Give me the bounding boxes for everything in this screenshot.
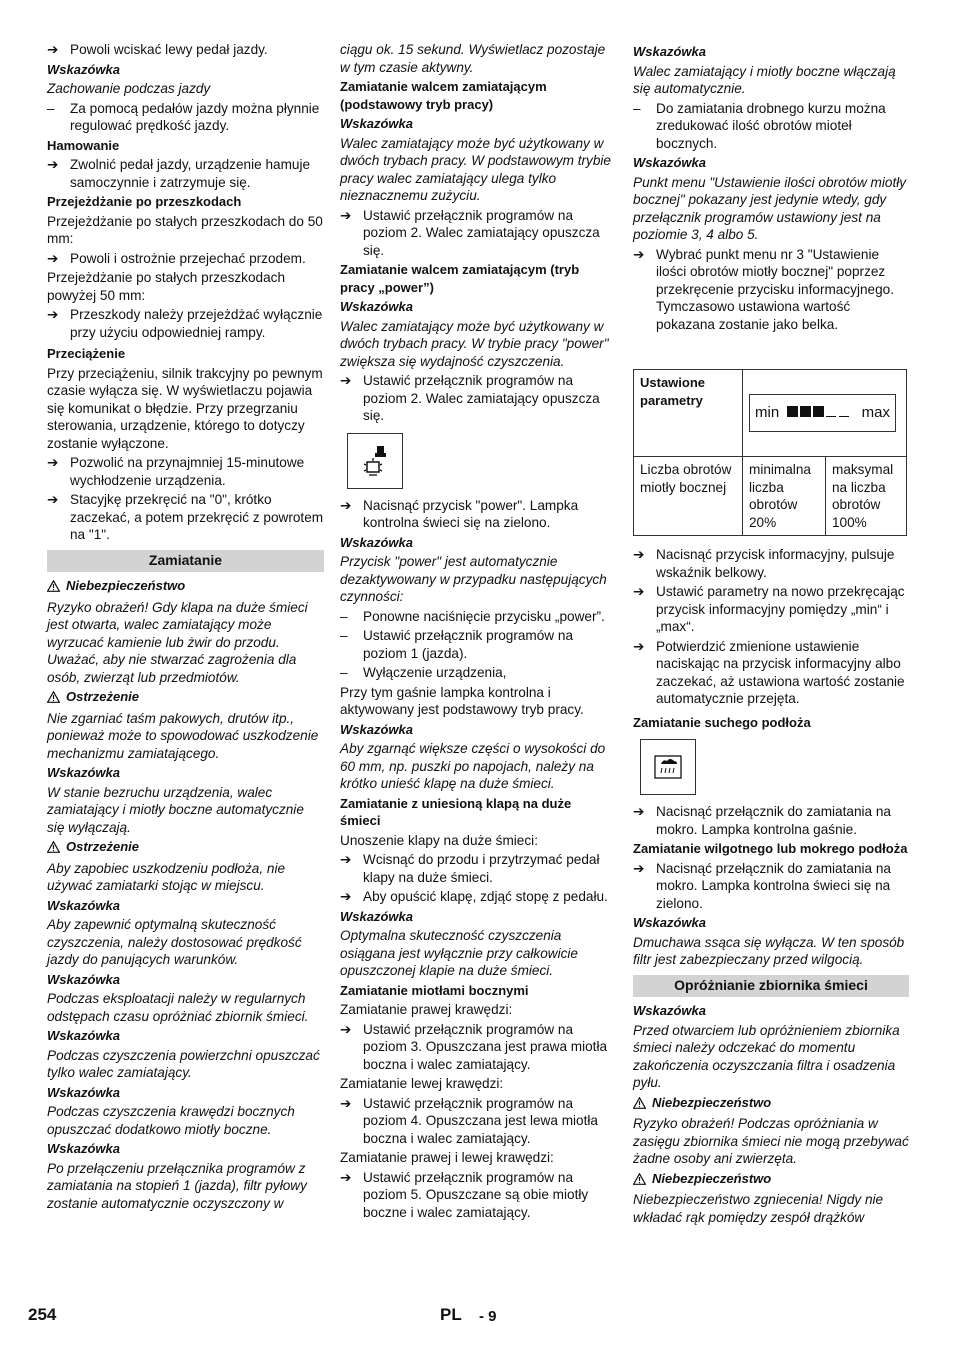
arrow-icon: ➔ (633, 860, 645, 876)
bar-segment-filled (800, 406, 811, 417)
arrow-icon: ➔ (47, 157, 59, 172)
instruction-item: ➔ Potwierdzić zmienione ustawienie naciskając na przycisk informacyjny albo zaczekać, aż ustawiona wartość zostanie automatycznie przejęta. (633, 638, 905, 706)
note-text: Podczas czyszczenia krawędzi bocznych opuszczać dodatkowo miotły boczne. (47, 1104, 295, 1137)
section-bar-oproznianie: Opróżnianie zbiornika śmieci (633, 975, 909, 998)
note-text: W stanie bezruchu urządzenia, walec zamiatający i miotły boczne automatycznie się wyłączają. (47, 784, 304, 835)
note-text: Punkt menu "Ustawienie ilości obrotów miotły bocznej" pokazany jest jedynie wtedy, gdy przełącznik programów ustawiony jest na poziomie 3, 4 albo 5. (633, 174, 907, 242)
arrow-icon: ➔ (340, 1095, 352, 1111)
warning-heading: Ostrzeżenie (47, 838, 324, 858)
instruction-item: ➔ Ustawić przełącznik programów na poziom 2. Walec zamiatający opuszcza się. (340, 207, 600, 258)
note-heading: Wskazówka (340, 116, 413, 131)
note-text: ciągu ok. 15 sekund. Wyświetlacz pozostaje w tym czasie aktywny. (340, 42, 606, 75)
warning-text: Aby zapobiec uszkodzeniu podłoża, nie używać zamiatarki stojąc w miejscu. (47, 860, 286, 893)
dash-item: – Za pomocą pedałów jazdy można płynnie regulować prędkość jazdy. (47, 100, 320, 133)
paragraph: Zamiatanie lewej krawędzi: (340, 1076, 504, 1091)
bar-indicator (749, 394, 896, 432)
paragraph: Przejeżdżanie po stałych przeszkodach powyżej 50 mm: (47, 270, 286, 303)
note-text: Walec zamiatający może być użytkowany w dwóch trybach pracy. W podstawowym trybie pracy walec zamiatający ulega tylko nieznacznemu zużyciu. (340, 135, 611, 203)
note-heading: Wskazówka (340, 721, 413, 737)
instruction-item: ➔ Wybrać punkt menu nr 3 "Ustawienie ilości obrotów miotły bocznej" poprzez przekręcenie przycisku informacyjnego. Tymczasowo ustawiona wartość pokazana zostanie jako belka. (633, 246, 894, 332)
instruction-item: ➔ Ustawić przełącznik programów na poziom 3. Opuszczana jest prawa miotła boczna i walec zamiatający. (340, 1021, 608, 1072)
bar-indicator-cell (743, 370, 907, 457)
dash-icon: – (47, 100, 55, 116)
instruction-item: ➔ Stacyjkę przekręcić na "0", krótko zaczekać, a potem przekręcić z powrotem na "1". (47, 492, 324, 542)
warning-triangle-icon (47, 690, 60, 708)
section-heading: Zamiatanie walcem zamiatającym (tryb pracy „power”) (340, 262, 580, 295)
warning-triangle-icon (633, 1172, 646, 1190)
arrow-icon: ➔ (340, 373, 352, 388)
note-heading: Wskazówka (47, 971, 120, 987)
danger-text: Ryzyko obrażeń! Gdy klapa na duże śmieci jest otwarta, walec zamiatający może wyrzucać kamienie lub żwir do przodu. Uważać, aby nie stwarzać zagrożenia dla osób, zwierząt lub przedmiotów. (47, 599, 308, 685)
instruction-item: ➔ Nacisnąć przełącznik do zamiatania na mokro. Lampka kontrolna świeci się na zielono. (633, 860, 891, 911)
note-text: Podczas eksploatacji należy w regularnych odstępach czasu opróżniać zbiornik śmieci. (47, 991, 309, 1024)
dash-icon: – (340, 665, 348, 680)
paragraph: Przy przeciążeniu, silnik trakcyjny po pewnym czasie wyłącza się. W wyświetlaczu pojawia się komunikat o błędzie. Przy przegrzaniu sterowania, urządzenie, którego to dotyczy zostanie wyłączone. (47, 365, 323, 451)
instruction-item: ➔ Powoli i ostrożnie przejechać przodem. (47, 250, 306, 266)
dash-item: – Ponowne naciśnięcie przycisku „power”. (340, 608, 605, 624)
instruction-item: ➔ Ustawić przełącznik programów na poziom 4. Opuszczana jest lewa miotła boczna i walec zamiatający. (340, 1095, 598, 1146)
table-header: Ustawione parametry (634, 370, 743, 457)
note-text: Po przełączeniu przełącznika programów z zamiatania na stopień 1 (jazda), filtr pyłowy zostanie automatycznie oczyszczony w (47, 1160, 307, 1211)
arrow-icon: ➔ (633, 547, 645, 562)
arrow-icon: ➔ (340, 1021, 352, 1037)
section-heading: Przejeżdżanie po przeszkodach (47, 194, 242, 209)
wet-sweep-icon (640, 739, 696, 795)
section-page-number: - 9 (479, 1308, 497, 1325)
note-heading: Wskazówka (633, 1003, 706, 1018)
instruction-item: ➔ Pozwolić na przynajmniej 15-minutowe wychłodzenie urządzenia. (47, 455, 305, 488)
warning-triangle-icon (633, 1096, 646, 1114)
note-text: Aby zgarnąć większe części o wysokości do 60 mm, np. puszki po napojach, należy na krótko unieść klapę na duże śmieci. (340, 741, 606, 791)
arrow-icon: ➔ (633, 638, 645, 654)
bar-segment-filled (813, 406, 824, 417)
dash-icon: – (633, 100, 641, 116)
bar-segment-empty (839, 407, 849, 417)
dash-item: – Ustawić przełącznik programów na poziom 1 (jazda). (340, 628, 574, 661)
warning-heading: Ostrzeżenie (47, 688, 324, 708)
power-button-icon (347, 433, 403, 489)
warning-text: Nie zgarniać taśm pakowych, drutów itp., ponieważ może to spowodować uszkodzenie mechanizmu zamiatającego. (47, 710, 319, 761)
note-heading: Wskazówka (340, 534, 413, 550)
arrow-icon: ➔ (633, 584, 645, 599)
arrow-icon: ➔ (47, 307, 59, 322)
arrow-icon: ➔ (340, 1169, 352, 1185)
note-text: Walec zamiatający i miotły boczne włączają się automatycznie. (633, 63, 896, 96)
note-heading: Wskazówka (633, 155, 706, 170)
instruction-item: ➔ Aby opuścić klapę, zdjąć stopę z pedału. (340, 889, 608, 904)
note-text: Przycisk "power" jest automatycznie dezaktywowany w przypadku następujących czynności: (340, 554, 607, 604)
note-text: Przed otwarciem lub opróżnieniem zbiornika śmieci należy odczekać do momentu zakończenia oczyszczania filtra i osadzenia pyłu. (633, 1022, 900, 1090)
note-text: Optymalna skuteczność czyszczenia osiągana jest wyłącznie przy całkowicie opuszczonej klapie na duże śmieci. (340, 928, 578, 978)
instruction-item: ➔ Nacisnąć przełącznik do zamiatania na mokro. Lampka kontrolna gaśnie. (633, 804, 891, 837)
note-heading: Wskazówka (633, 44, 706, 59)
warning-triangle-icon (47, 579, 60, 597)
warning-triangle-icon (47, 840, 60, 858)
section-bar-zamiatanie: Zamiatanie (47, 550, 324, 573)
danger-heading: Niebezpieczeństwo (633, 1094, 909, 1114)
section-heading: Zamiatanie miotłami bocznymi (340, 982, 529, 998)
section-heading: Zamiatanie suchego podłoża (633, 714, 811, 730)
section-heading: Przeciążenie (47, 346, 126, 361)
note-heading: Wskazówka (340, 299, 413, 314)
paragraph: Zamiatanie prawej i lewej krawędzi: (340, 1150, 554, 1165)
note-text: Walec zamiatający może być użytkowany w dwóch trybach pracy. W trybie pracy "power" zwiększa się wydajność czyszczenia. (340, 318, 609, 369)
section-heading: Zamiatanie walcem zamiatającym (podstawowy tryb pracy) (340, 79, 547, 112)
table-cell-min: minimalna liczba obrotów 20% (743, 457, 826, 536)
arrow-icon: ➔ (47, 250, 59, 266)
dash-icon: – (340, 628, 348, 643)
note-heading: Wskazówka (47, 61, 120, 77)
arrow-icon: ➔ (47, 42, 59, 57)
page-number: 254 (28, 1305, 57, 1324)
arrow-icon: ➔ (340, 207, 352, 223)
note-heading: Wskazówka (633, 915, 706, 930)
note-heading: Wskazówka (47, 897, 120, 913)
note-heading: Wskazówka (47, 1028, 120, 1043)
instruction-item: ➔ Ustawić przełącznik programów na poziom 2. Walec zamiatający opuszcza się. (340, 373, 600, 423)
column-2 (340, 41, 614, 1223)
arrow-icon: ➔ (633, 804, 645, 819)
section-heading: Zamiatanie wilgotnego lub mokrego podłoża (633, 841, 908, 856)
parameter-table (633, 369, 907, 536)
instruction-item: ➔ Ustawić parametry na nowo przekręcając przycisk informacyjny pomiędzy „min“ i „max“. (633, 584, 905, 634)
note-heading: Wskazówka (47, 1141, 120, 1156)
paragraph: Przy tym gaśnie lampka kontrolna i aktywowany jest podstawowy tryb pracy. (340, 684, 584, 717)
arrow-icon: ➔ (340, 889, 352, 904)
language-code: PL (440, 1305, 462, 1324)
arrow-icon: ➔ (47, 455, 59, 470)
min-label: min (755, 404, 780, 422)
note-heading: Wskazówka (47, 1084, 120, 1100)
section-heading: Hamowanie (47, 137, 120, 153)
instruction-item: ➔ Nacisnąć przycisk informacyjny, pulsuje wskaźnik belkowy. (633, 547, 895, 580)
dash-icon: – (340, 608, 348, 624)
level-bar (787, 404, 852, 422)
instruction-item: ➔ Ustawić przełącznik programów na poziom 5. Opuszczane są obie miotły boczne i walec zamiatający. (340, 1169, 589, 1220)
table-cell-max: maksymal na liczba obrotów 100% (826, 457, 907, 536)
instruction-item: ➔ Wcisnąć do przodu i przytrzymać pedał klapy na duże śmieci. (340, 852, 600, 885)
note-heading: Wskazówka (47, 765, 120, 780)
paragraph: Zamiatanie prawej krawędzi: (340, 1002, 513, 1017)
instruction-item: ➔ Przeszkody należy przejeżdżać wyłącznie przy użyciu odpowiedniej rampy. (47, 307, 323, 340)
arrow-icon: ➔ (340, 852, 352, 867)
arrow-icon: ➔ (633, 246, 645, 262)
paragraph: Unoszenie klapy na duże śmieci: (340, 832, 538, 848)
bar-segment-filled (787, 406, 798, 417)
arrow-icon: ➔ (340, 497, 352, 513)
danger-heading: Niebezpieczeństwo (633, 1170, 909, 1190)
dash-item: – Wyłączenie urządzenia, (340, 665, 507, 680)
column-1 (47, 41, 324, 1214)
danger-text: Ryzyko obrażeń! Podczas opróżniania w zasięgu zbiornika śmieci nie mogą przebywać żadne osoby ani zwierzęta. (633, 1116, 909, 1166)
section-heading: Zamiatanie z uniesioną klapą na duże śmieci (340, 795, 572, 828)
table-row-label: Liczba obrotów miotły bocznej (634, 457, 743, 536)
danger-text: Niebezpieczeństwo zgniecenia! Nigdy nie wkładać rąk pomiędzy zespół drążków (633, 1192, 884, 1225)
note-text: Dmuchawa ssąca się wyłącza. W ten sposób filtr jest zabezpieczany przed wilgocią. (633, 934, 905, 967)
arrow-icon: ➔ (47, 492, 59, 507)
instruction-item: ➔ Nacisnąć przycisk "power". Lampka kontrolna świeci się na zielono. (340, 497, 579, 530)
max-label: max (861, 404, 890, 422)
note-text: Podczas czyszczenia powierzchni opuszczać tylko walec zamiatający. (47, 1047, 320, 1080)
dash-item: – Do zamiatania drobnego kurzu można zredukować ilość obrotów mioteł bocznych. (633, 100, 886, 151)
instruction-item: ➔ Zwolnić pedał jazdy, urządzenie hamuje samoczynnie i zatrzymuje się. (47, 157, 311, 190)
note-text: Aby zapewnić optymalną skuteczność czyszczenia, należy dostosować prędkość jazdy do panujących warunków. (47, 917, 302, 967)
bar-segment-empty (826, 407, 836, 417)
instruction-item: ➔ Powoli wciskać lewy pedał jazdy. (47, 42, 268, 57)
note-text: Zachowanie podczas jazdy (47, 81, 211, 96)
paragraph: Przejeżdżanie po stałych przeszkodach do 50 mm: (47, 213, 323, 246)
danger-heading: Niebezpieczeństwo (47, 577, 324, 597)
note-heading: Wskazówka (340, 908, 413, 924)
column-3 (633, 41, 909, 1228)
